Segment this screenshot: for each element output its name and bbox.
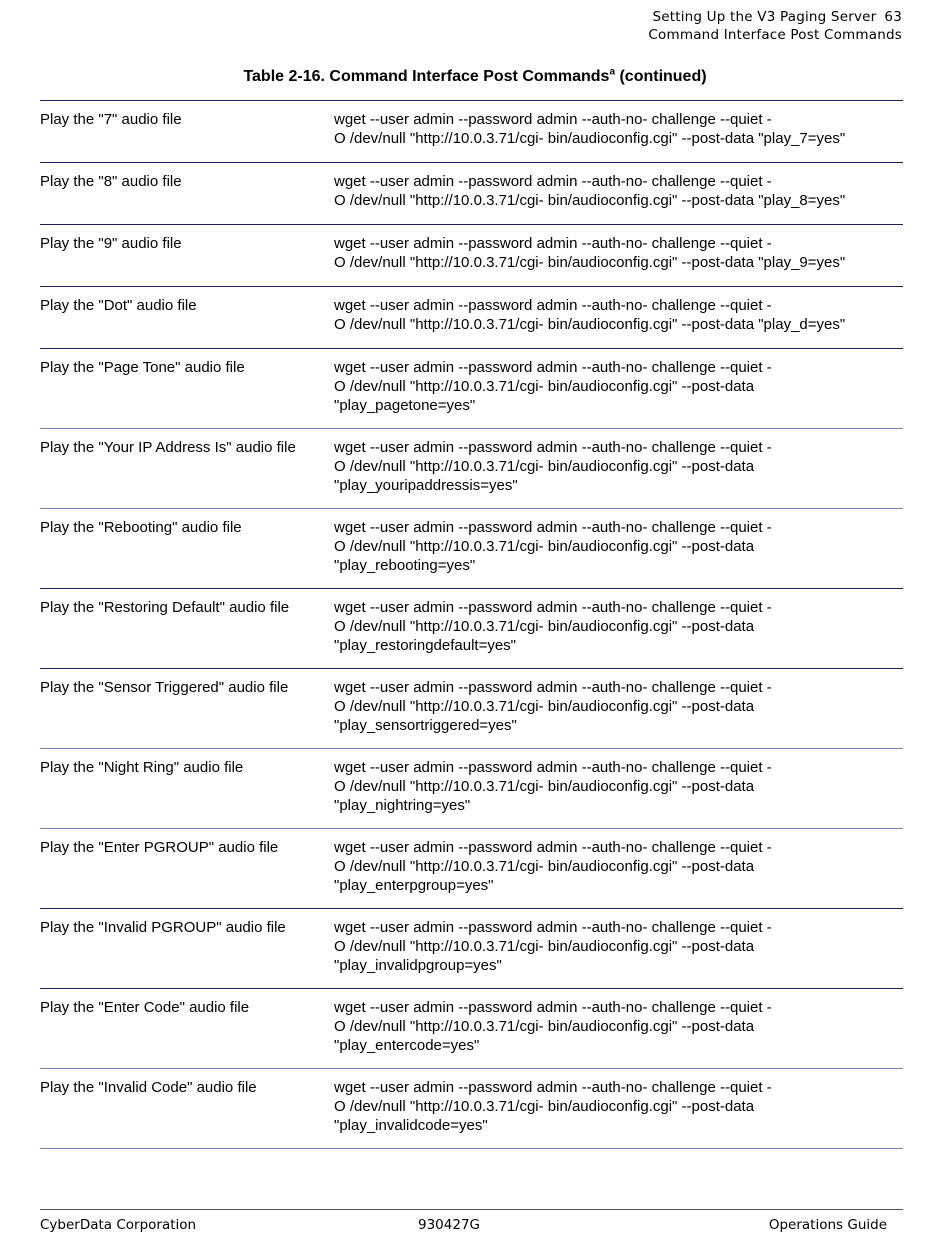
row-command: wget --user admin --password admin --auth-no- challenge --quiet - O /dev/null "http://10.0.3.71/cgi- bin/audioconfig.cgi" --post-data "play_rebooting=yes" — [334, 519, 772, 574]
row-description: Play the "Sensor Triggered" audio file — [40, 679, 289, 696]
row-command: wget --user admin --password admin --auth-no- challenge --quiet - O /dev/null "http://10.0.3.71/cgi- bin/audioconfig.cgi" --post-data "play_restoringdefault=yes" — [334, 599, 772, 654]
table-title-text: Table 2-16. Command Interface Post Commands — [243, 68, 610, 85]
table-row — [40, 225, 903, 287]
table-row — [40, 101, 903, 163]
row-description: Play the "Invalid PGROUP" audio file — [40, 919, 286, 936]
row-description: Play the "Night Ring" audio file — [40, 759, 244, 776]
table-row — [40, 509, 903, 589]
row-command: wget --user admin --password admin --auth-no- challenge --quiet - O /dev/null "http://10.0.3.71/cgi- bin/audioconfig.cgi" --post-data "play_d=yes" — [334, 297, 846, 333]
footer-company: CyberData Corporation — [40, 1217, 197, 1233]
table-row — [40, 909, 903, 989]
row-command: wget --user admin --password admin --auth-no- challenge --quiet - O /dev/null "http://10.0.3.71/cgi- bin/audioconfig.cgi" --post-data "play_invalidpgroup=yes" — [334, 919, 772, 974]
row-description: Play the "8" audio file — [40, 173, 182, 190]
footer-doc-number: 930427G — [418, 1217, 480, 1233]
table-row — [40, 749, 903, 829]
row-description: Play the "Invalid Code" audio file — [40, 1079, 257, 1096]
table-row — [40, 589, 903, 669]
page-header — [648, 8, 902, 44]
command-table — [40, 100, 903, 1149]
row-description: Play the "Rebooting" audio file — [40, 519, 242, 536]
row-command: wget --user admin --password admin --auth-no- challenge --quiet - O /dev/null "http://10.0.3.71/cgi- bin/audioconfig.cgi" --post-data "play_9=yes" — [334, 235, 846, 271]
table-row — [40, 163, 903, 225]
header-section: Command Interface Post Commands — [648, 27, 902, 43]
table-row — [40, 429, 903, 509]
row-description: Play the "7" audio file — [40, 111, 182, 128]
row-description: Play the "Restoring Default" audio file — [40, 599, 290, 616]
footer-guide-title: Operations Guide — [768, 1217, 887, 1233]
row-command: wget --user admin --password admin --auth-no- challenge --quiet - O /dev/null "http://10.0.3.71/cgi- bin/audioconfig.cgi" --post-data "play_sensortriggered=yes" — [334, 679, 772, 734]
table-row — [40, 669, 903, 749]
row-command: wget --user admin --password admin --auth-no- challenge --quiet - O /dev/null "http://10.0.3.71/cgi- bin/audioconfig.cgi" --post-data "play_nightring=yes" — [334, 759, 772, 814]
row-description: Play the "Page Tone" audio file — [40, 359, 245, 376]
table-row — [40, 829, 903, 909]
table-title-footnote-marker: a — [609, 66, 616, 78]
row-description: Play the "Enter Code" audio file — [40, 999, 250, 1016]
row-command: wget --user admin --password admin --auth-no- challenge --quiet - O /dev/null "http://10.0.3.71/cgi- bin/audioconfig.cgi" --post-data "play_8=yes" — [334, 173, 846, 209]
page-number: 63 — [884, 9, 902, 25]
row-command: wget --user admin --password admin --auth-no- challenge --quiet - O /dev/null "http://10.0.3.71/cgi- bin/audioconfig.cgi" --post-data "play_enterpgroup=yes" — [334, 839, 772, 894]
row-description: Play the "9" audio file — [40, 235, 182, 252]
header-chapter-line — [648, 8, 902, 26]
row-command: wget --user admin --password admin --auth-no- challenge --quiet - O /dev/null "http://10.0.3.71/cgi- bin/audioconfig.cgi" --post-data "play_youripaddressis=yes" — [334, 439, 772, 494]
row-command: wget --user admin --password admin --auth-no- challenge --quiet - O /dev/null "http://10.0.3.71/cgi- bin/audioconfig.cgi" --post-data "play_entercode=yes" — [334, 999, 772, 1054]
row-description: Play the "Your IP Address Is" audio file — [40, 439, 296, 456]
table-row — [40, 349, 903, 429]
footer-divider — [40, 1209, 903, 1210]
header-chapter: Setting Up the V3 Paging Server — [652, 9, 877, 25]
table-title-suffix: (continued) — [615, 68, 707, 85]
row-command: wget --user admin --password admin --auth-no- challenge --quiet - O /dev/null "http://10.0.3.71/cgi- bin/audioconfig.cgi" --post-data "play_invalidcode=yes" — [334, 1079, 772, 1134]
row-command: wget --user admin --password admin --auth-no- challenge --quiet - O /dev/null "http://10.0.3.71/cgi- bin/audioconfig.cgi" --post-data "play_pagetone=yes" — [334, 359, 772, 414]
table-title — [0, 66, 950, 88]
table-row — [40, 1069, 903, 1149]
row-description: Play the "Enter PGROUP" audio file — [40, 839, 279, 856]
table-row — [40, 989, 903, 1069]
table-row — [40, 287, 903, 349]
row-command: wget --user admin --password admin --auth-no- challenge --quiet - O /dev/null "http://10.0.3.71/cgi- bin/audioconfig.cgi" --post-data "play_7=yes" — [334, 111, 846, 147]
row-description: Play the "Dot" audio file — [40, 297, 197, 314]
